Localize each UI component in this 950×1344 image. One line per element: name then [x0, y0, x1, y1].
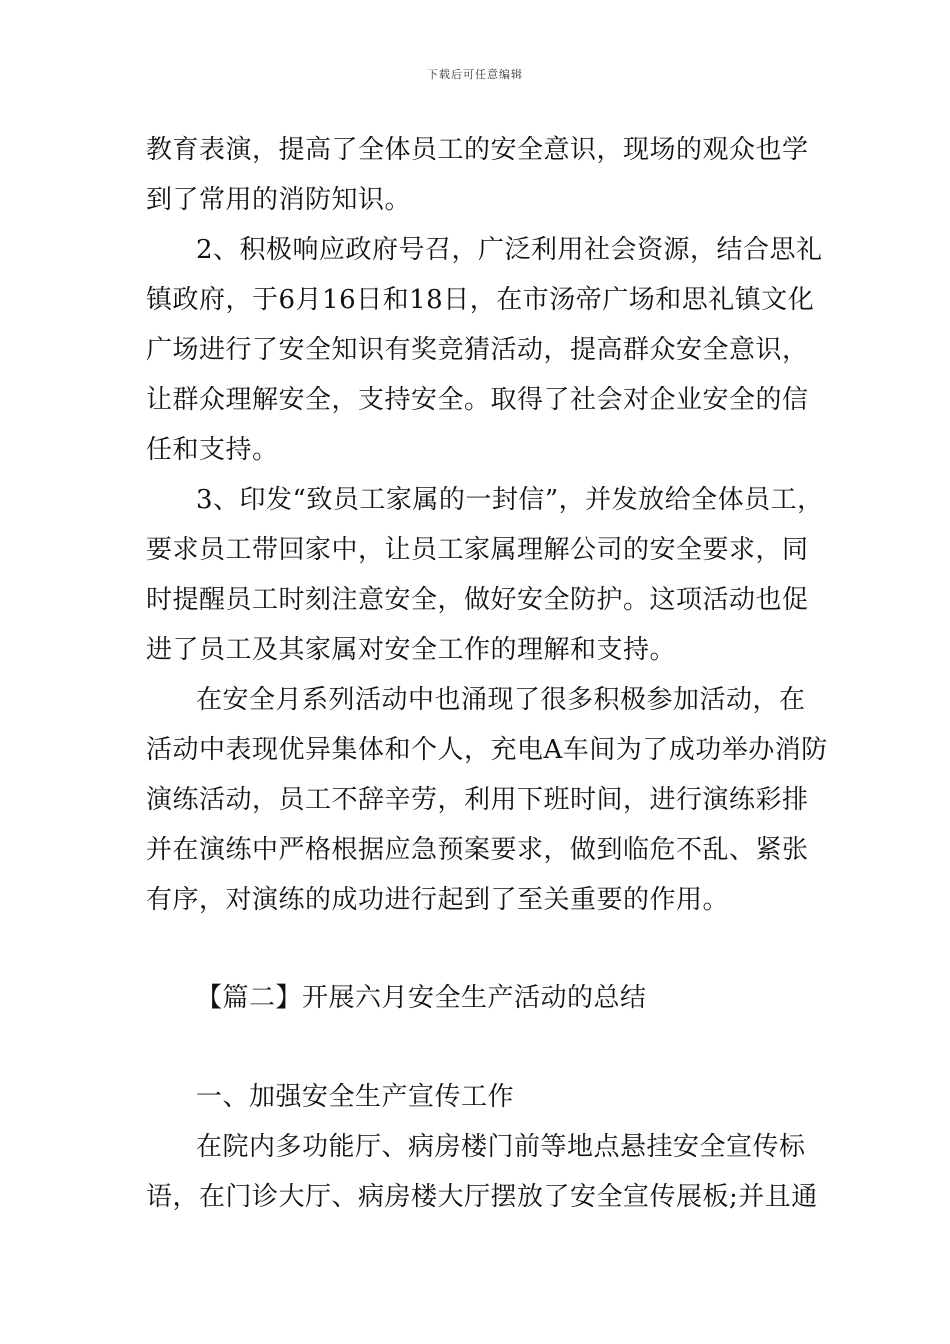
body-line: 3、印发“致员工家属的一封信”，并发放给全体员工，	[196, 485, 824, 515]
body-line: 2、积极响应政府号召，广泛利用社会资源，结合思礼	[196, 235, 823, 265]
page-header: 下载后可任意编辑	[427, 68, 523, 81]
body-line: 在院内多功能厅、病房楼门前等地点悬挂安全宣传标	[196, 1132, 806, 1162]
body-line: 到了常用的消防知识。	[146, 185, 412, 215]
section-heading: 【篇二】开展六月安全生产活动的总结	[196, 983, 647, 1013]
body-line: 进了员工及其家属对安全工作的理解和支持。	[146, 635, 677, 665]
body-line: 演练活动，员工不辞辛劳，利用下班时间，进行演练彩排	[146, 785, 809, 815]
body-line: 活动中表现优异集体和个人，充电A车间为了成功举办消防	[146, 735, 828, 765]
body-line: 教育表演，提高了全体员工的安全意识，现场的观众也学	[146, 135, 809, 165]
body-line: 广场进行了安全知识有奖竞猜活动，提高群众安全意识，	[146, 335, 809, 365]
body-line: 并在演练中严格根据应急预案要求，做到临危不乱、紧张	[146, 835, 809, 865]
body-line: 语，在门诊大厅、病房楼大厅摆放了安全宣传展板;并且通	[146, 1182, 818, 1212]
body-line: 让群众理解安全，支持安全。取得了社会对企业安全的信	[146, 385, 809, 415]
body-line: 时提醒员工时刻注意安全，做好安全防护。这项活动也促	[146, 585, 809, 615]
body-line: 任和支持。	[146, 435, 279, 465]
body-line: 要求员工带回家中，让员工家属理解公司的安全要求，同	[146, 535, 809, 565]
subsection-heading: 一、加强安全生产宣传工作	[196, 1082, 515, 1112]
body-line: 镇政府，于6月16日和18日，在市汤帝广场和思礼镇文化	[146, 285, 815, 315]
body-line: 在安全月系列活动中也涌现了很多积极参加活动，在	[196, 685, 806, 715]
body-line: 有序，对演练的成功进行起到了至关重要的作用。	[146, 885, 730, 915]
